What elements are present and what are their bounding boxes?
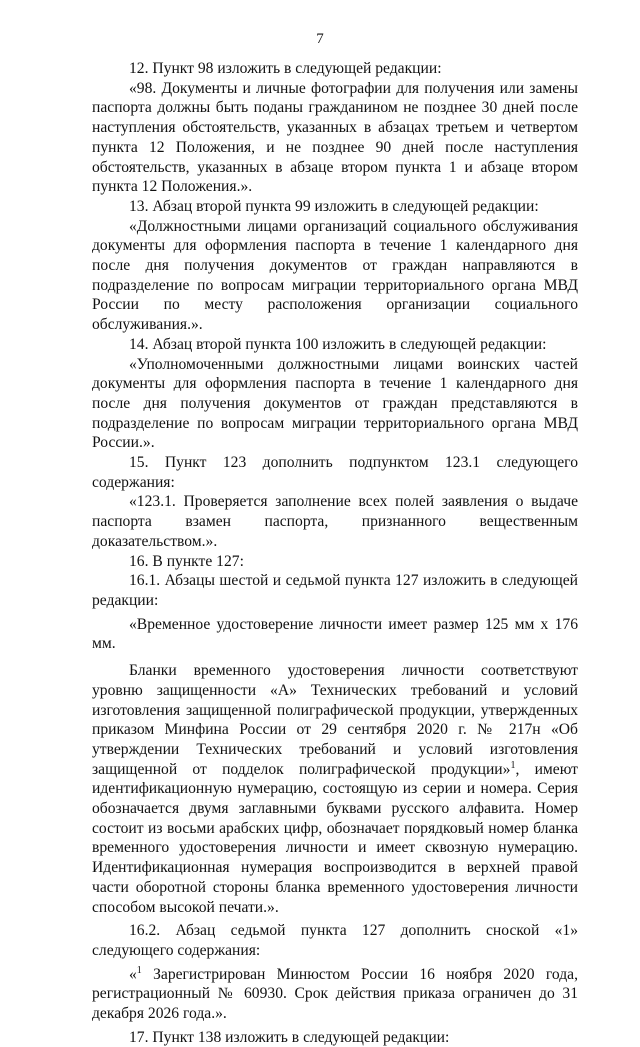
paragraph-item-16: 16. В пункте 127: [129,552,244,570]
paragraph-footnote-text [92,965,578,1024]
paragraph-item-13: 13. Абзац второй пункта 99 изложить в следующей редакции: [129,197,539,215]
paragraph-item-16-2: 16.2. Абзац седьмой пункта 127 дополнить сноской «1» следующего содержания: [92,922,578,959]
footnote-marker: 1 [136,964,142,976]
paragraph-quote-blanks [92,661,578,917]
paragraph-quote-size: «Временное удостоверение личности имеет размер 125 мм х 176 мм. [92,615,578,653]
paragraph-quote-98: «98. Документы и личные фотографии для получения или замены паспорта должны быть поданы гражданином не позднее 30 дней после наступления обстоятельств, указанных в абзацах третьем и четвертом пункта 12 Положения, и не позднее 90 дней после наступления обстоятельств, указанных в абзаце втором пункта 1 и абзаце втором пункта 12 Положения.». [92,79,578,196]
paragraph-text: Зарегистрирован Минюстом России 16 ноября 2020 года, регистрационный № 60930. Срок действия приказа ограничен до 31 декабря 2026 года.». [92,965,578,1023]
paragraph-item-12: 12. Пункт 98 изложить в следующей редакции: [129,60,442,77]
paragraph-item-15: 15. Пункт 123 дополнить подпунктом 123.1 следующего содержания: [92,454,578,491]
paragraph-quote-123-1: «123.1. Проверяется заполнение всех полей заявления о выдаче паспорта взамен паспорта, признанного вещественным доказательством.». [92,493,578,550]
paragraph-item-14: 14. Абзац второй пункта 100 изложить в следующей редакции: [129,335,547,353]
paragraph-text: , имеют идентификационную нумерацию, состоящую из серии и номера. Серия обозначается двумя заглавными буквами русского алфавита. Номер состоит из восьми арабских цифр, обозначает порядковый номер бланка временного удостоверения личности и имеет сквозную нумерацию. Идентификационная нумерация воспроизводится в верхней правой части оборотной стороны бланка временного удостоверения личности способом высокой печати.». [92,760,578,916]
document-body [92,59,578,1047]
paragraph-quote-99: «Должностными лицами организаций социального обслуживания документы для оформления паспорта в течение 1 календарного дня после дня получения документов от граждан направляются в подразделение по вопросам миграции территориального органа МВД России по месту расположения организации социального обслуживания.». [92,217,578,334]
paragraph-text: Бланки временного удостоверения личности соответствуют уровню защищенности «А» Технических требований и условий изготовления защищенной полиграфической продукции, утвержденных приказом Минфина России от 29 сентября 2020 г. № 217н «Об утверждении Технических требований и условий изготовления защищенной от подделок полиграфической продукции» [92,662,578,778]
paragraph-item-16-1: 16.1. Абзацы шестой и седьмой пункта 127 изложить в следующей редакции: [92,572,578,609]
paragraph-text: « [129,965,137,983]
footnote-marker: 1 [510,759,516,771]
paragraph-quote-100: «Уполномоченными должностными лицами воинских частей документы для оформления паспорта в течение 1 календарного дня после дня получения документов от граждан представляются в подразделение по вопросам миграции территориального органа МВД России.». [92,355,578,452]
paragraph-item-17: 17. Пункт 138 изложить в следующей редакции: [129,1028,450,1046]
page-number: 7 [316,31,324,47]
